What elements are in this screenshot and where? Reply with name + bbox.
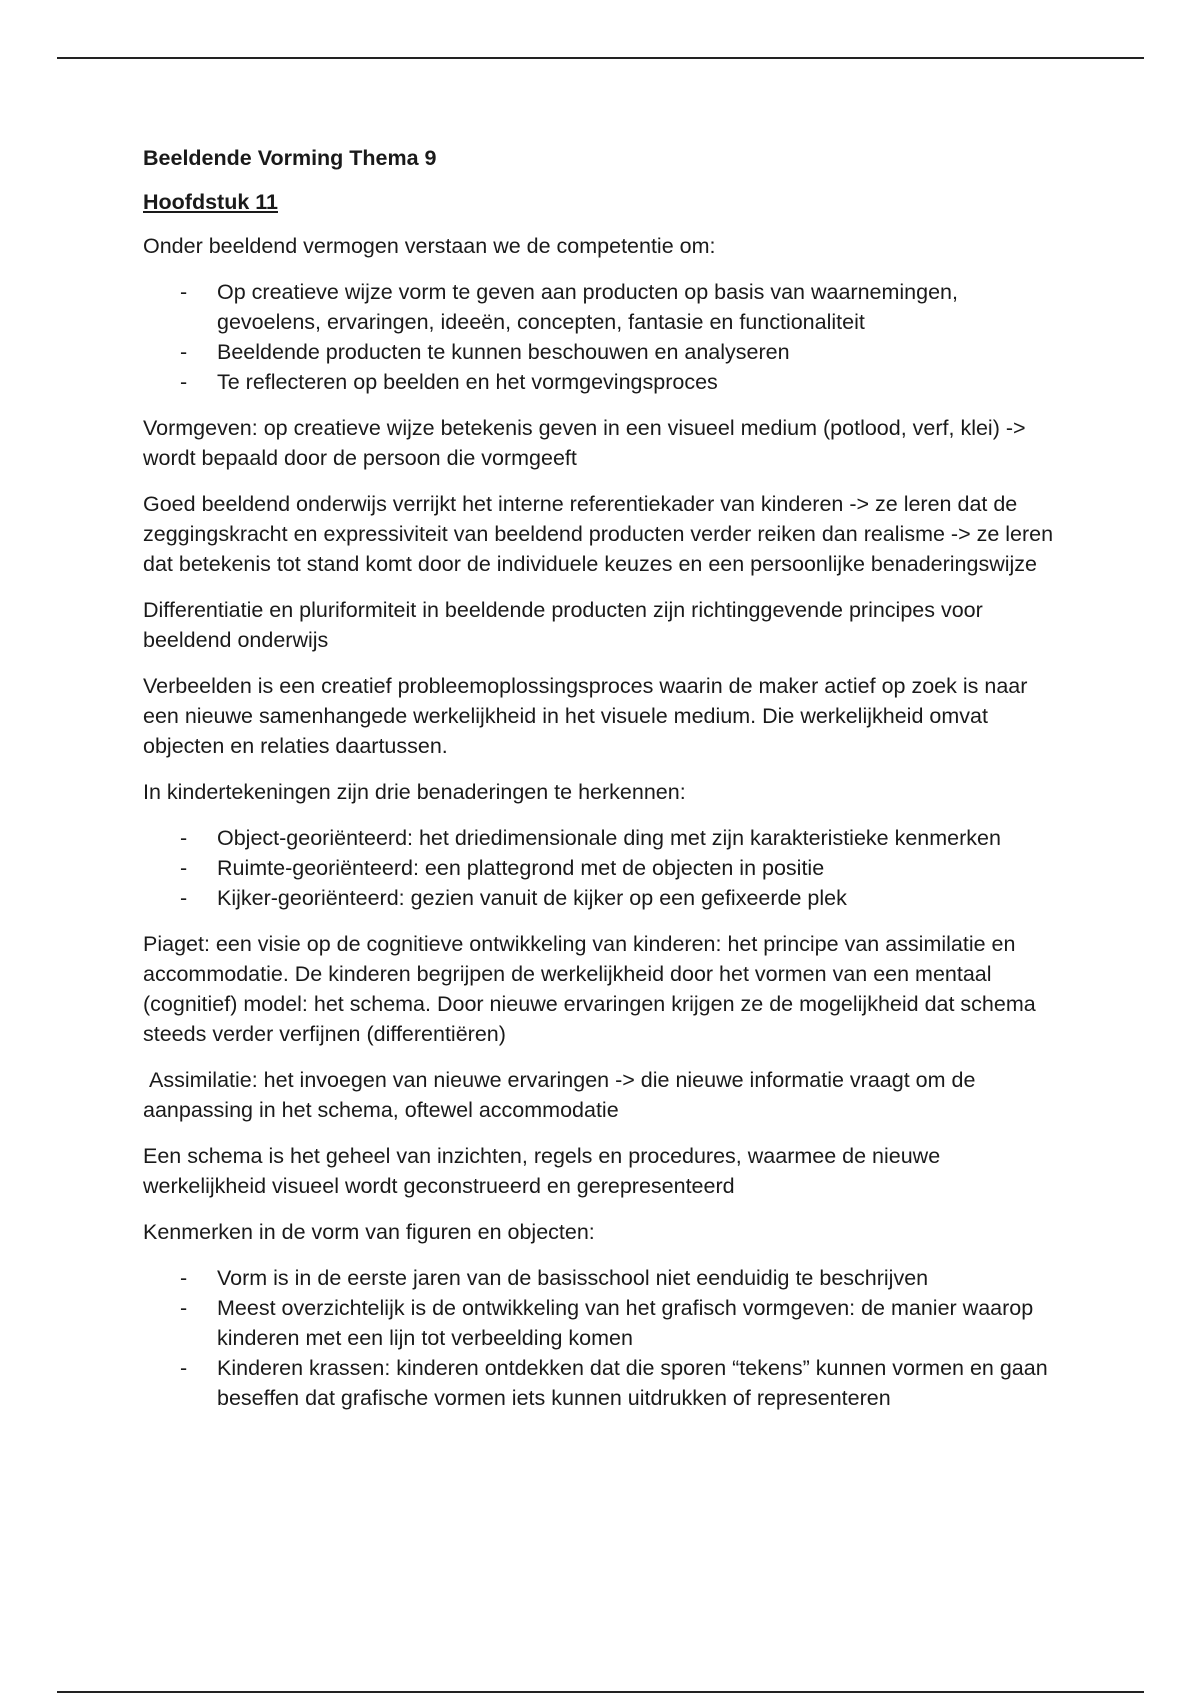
kenmerken-list xyxy=(143,1263,1063,1413)
document-body xyxy=(143,143,1063,1429)
intro-list xyxy=(143,277,1063,397)
list-item: - Meest overzichtelijk is de ontwikkeling van het grafisch vormgeven: de manier waarop kinderen met een lijn tot verbeelding komen xyxy=(143,1293,1063,1353)
list-item: - Beeldende producten te kunnen beschouwen en analyseren xyxy=(143,337,1063,367)
list-item: - Op creatieve wijze vorm te geven aan producten op basis van waarnemingen, gevoelens, ervaringen, ideeën, concepten, fantasie en functionaliteit xyxy=(143,277,1063,337)
top-rule xyxy=(57,57,1144,59)
list-item: - Kijker-georiënteerd: gezien vanuit de kijker op een gefixeerde plek xyxy=(143,883,1063,913)
bottom-rule xyxy=(57,1691,1144,1693)
paragraph-schema: Een schema is het geheel van inzichten, regels en procedures, waarmee de nieuwe werkelijkheid visueel wordt geconstrueerd en gerepresenteerd xyxy=(143,1144,941,1198)
paragraph-vormgeven: Vormgeven: op creatieve wijze betekenis geven in een visueel medium (potlood, verf, klei) -> wordt bepaald door de persoon die vormgeeft xyxy=(143,416,1026,470)
intro-paragraph: Onder beeldend vermogen verstaan we de competentie om: xyxy=(143,234,716,258)
list-item: - Ruimte-georiënteerd: een plattegrond met de objecten in positie xyxy=(143,853,1063,883)
paragraph-assimilatie: Assimilatie: het invoegen van nieuwe ervaringen -> die nieuwe informatie vraagt om de aanpassing in het schema, oftewel accommodatie xyxy=(143,1068,982,1122)
list-item: - Kinderen krassen: kinderen ontdekken dat die sporen “tekens” kunnen vormen en gaan beseffen dat grafische vormen iets kunnen uitdrukken of representeren xyxy=(143,1353,1063,1413)
list-item: - Te reflecteren op beelden en het vormgevingsproces xyxy=(143,367,1063,397)
paragraph-kenmerken: Kenmerken in de vorm van figuren en objecten: xyxy=(143,1220,595,1244)
paragraph-kindertekeningen: In kindertekeningen zijn drie benaderingen te herkennen: xyxy=(143,780,686,804)
chapter-heading: Hoofdstuk 11 xyxy=(143,190,278,214)
document-title: Beeldende Vorming Thema 9 xyxy=(143,146,437,170)
paragraph-verbeelden: Verbeelden is een creatief probleemoplossingsproces waarin de maker actief op zoek is naar een nieuwe samenhangede werkelijkheid in het visuele medium. Die werkelijkheid omvat objecten en relaties daartussen. xyxy=(143,674,1028,758)
benaderingen-list xyxy=(143,823,1063,913)
list-item: - Vorm is in de eerste jaren van de basisschool niet eenduidig te beschrijven xyxy=(143,1263,1063,1293)
paragraph-differentiatie: Differentiatie en pluriformiteit in beeldende producten zijn richtinggevende principes voor beeldend onderwijs xyxy=(143,598,983,652)
list-item: - Object-georiënteerd: het driedimensionale ding met zijn karakteristieke kenmerken xyxy=(143,823,1063,853)
paragraph-piaget: Piaget: een visie op de cognitieve ontwikkeling van kinderen: het principe van assimilatie en accommodatie. De kinderen begrijpen de werkelijkheid door het vormen van een mentaal (cognitief) model: het schema. Door nieuwe ervaringen krijgen ze de mogelijkheid dat schema steeds verder verfijnen (differentiëren) xyxy=(143,932,1036,1046)
paragraph-goed-onderwijs: Goed beeldend onderwijs verrijkt het interne referentiekader van kinderen -> ze leren dat de zeggingskracht en expressiviteit van beeldend producten verder reiken dan realisme -> ze leren dat betekenis tot stand komt door de individuele keuzes en een persoonlijke benaderingswijze xyxy=(143,492,1054,576)
